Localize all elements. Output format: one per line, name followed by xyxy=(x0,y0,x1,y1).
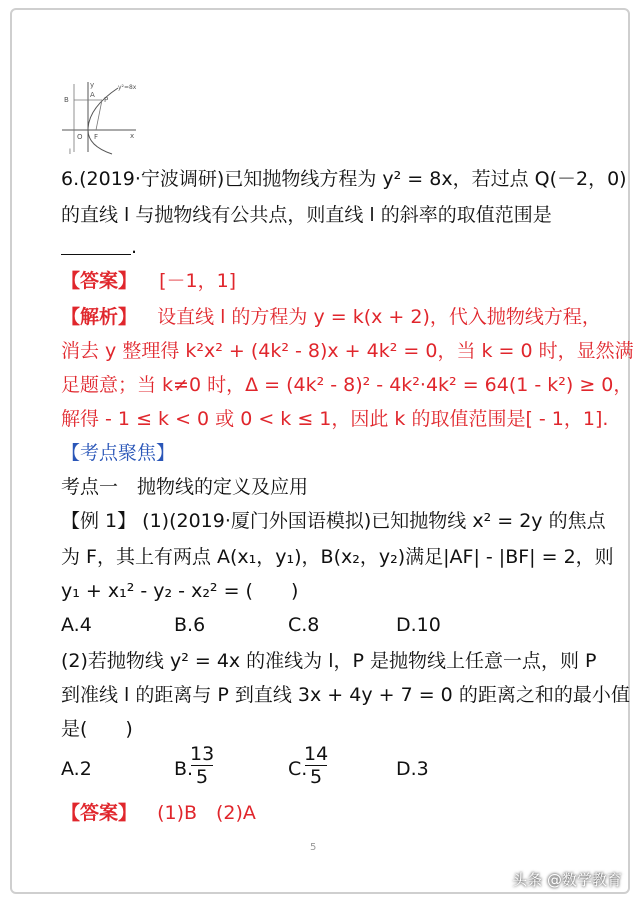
example2-option-b-fraction xyxy=(190,744,214,787)
problem6-line1: 6.(2019·宁波调研)已知抛物线方程为 y² = 8x，若过点 Q(－2，0) xyxy=(61,168,627,190)
analysis6-line3: 足题意；当 k≠0 时，Δ = (4k² - 8)² - 4k²·4k² = 64(1 - k²) ≥ 0， xyxy=(61,374,633,396)
figure-label-b: B xyxy=(64,96,69,104)
answer6-label: 【答案】 xyxy=(61,270,138,292)
page-number: 5 xyxy=(310,842,317,853)
problem6-line2: 的直线 l 与抛物线有公共点，则直线 l 的斜率的取值范围是 xyxy=(61,204,552,226)
answer-blank xyxy=(61,254,131,255)
analysis6-row1 xyxy=(61,304,601,330)
figure-label-l: l xyxy=(69,148,71,156)
answer-ex-label: 【答案】 xyxy=(61,802,138,824)
example1-line3: y₁ + x₁² - y₂ - x₂² = ( ) xyxy=(61,580,299,602)
answer6-row xyxy=(61,268,236,294)
answer-ex-row xyxy=(61,800,256,826)
option-b-numerator: 13 xyxy=(190,743,215,765)
section-topic: 考点一 抛物线的定义及应用 xyxy=(61,476,309,498)
option-b-denominator: 5 xyxy=(196,766,209,788)
example1-line2: 为 F，其上有两点 A(x₁，y₁)，B(x₂，y₂)满足|AF| - |BF| = 2，则 xyxy=(61,546,614,568)
section-heading: 【考点聚焦】 xyxy=(61,442,176,464)
figure-label-curve: y²=8x xyxy=(118,84,137,91)
parabola-figure xyxy=(60,78,160,156)
parabola-curve-lower xyxy=(88,130,112,154)
example1-option-b: B.6 xyxy=(174,614,206,636)
example2-line2: 到准线 l 的距离与 P 到直线 3x + 4y + 7 = 0 的距离之和的最小值 xyxy=(61,684,630,706)
example1-line1: 【例 1】 (1)(2019·厦门外国语模拟)已知抛物线 x² = 2y 的焦点 xyxy=(61,510,606,532)
example2-line1: (2)若抛物线 y² = 4x 的准线为 l，P 是抛物线上任意一点，则 P xyxy=(61,650,597,672)
figure-label-f: F xyxy=(94,133,99,141)
example1-option-a: A.4 xyxy=(61,614,92,636)
option-c-numerator: 14 xyxy=(304,743,329,765)
example2-option-a: A.2 xyxy=(61,758,92,780)
figure-label-p: P xyxy=(104,96,109,104)
figure-label-x: x xyxy=(130,132,135,140)
analysis6-line2: 消去 y 整理得 k²x² + (4k² - 8)x + 4k² = 0，当 k = 0 时，显然满 xyxy=(61,340,634,362)
example2-option-c-fraction xyxy=(304,744,328,787)
example2-line3: 是( ) xyxy=(61,718,133,740)
figure-label-a: A xyxy=(90,91,95,99)
analysis6-line4: 解得 - 1 ≤ k < 0 或 0 < k ≤ 1，因此 k 的取值范围是[ - 1，1]. xyxy=(61,408,609,430)
analysis6-label: 【解析】 xyxy=(61,306,138,328)
example2-option-d: D.3 xyxy=(396,758,429,780)
figure-label-o: O xyxy=(77,133,83,141)
example2-option-b-prefix: B. xyxy=(174,758,194,780)
example1-option-d: D.10 xyxy=(396,614,441,636)
problem6-period: . xyxy=(131,236,138,258)
example2-option-c-prefix: C. xyxy=(288,758,308,780)
answer-ex-value: (1)B (2)A xyxy=(157,802,256,824)
watermark: 头条 @数学教育 xyxy=(512,871,622,889)
option-c-denominator: 5 xyxy=(310,766,323,788)
example1-option-c: C.8 xyxy=(288,614,320,636)
figure-label-y: y xyxy=(90,81,95,89)
answer6-value: [－1，1] xyxy=(159,270,237,292)
analysis6-line1: 设直线 l 的方程为 y = k(x + 2)，代入抛物线方程， xyxy=(157,306,601,328)
